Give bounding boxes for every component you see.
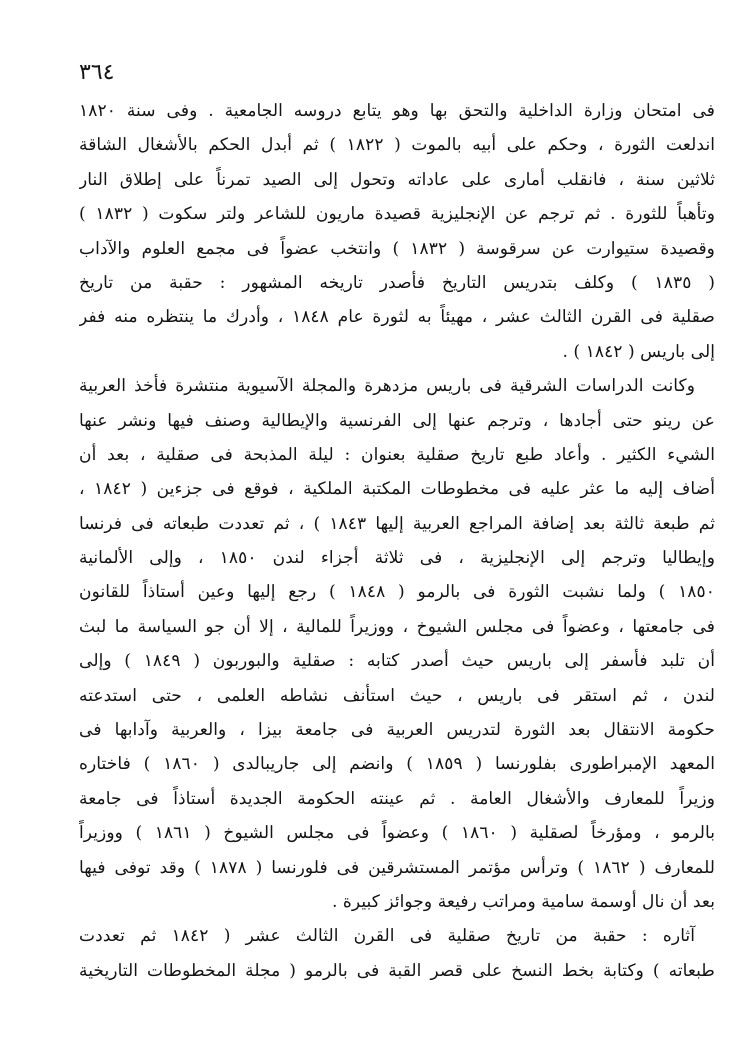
text-line: إلى باريس ( ١٨٤٢ ) . (562, 341, 715, 362)
text-line: اندلعت الثورة ، وحكم على أبيه بالموت ( ١٨٢٢ ) ثم أبدل الحكم بالأشغال الشاقة (79, 135, 715, 156)
text-line: وزيراً للمعارف والأشغال العامة . ثم عينته الحكومة الجديدة أستاذاً فى جامعة (79, 788, 715, 809)
text-line: الشيء الكثير . وأعاد طبع تاريخ صقلية بعنوان : ليلة المذبحة فى صقلية ، بعد أن (79, 444, 715, 465)
text-line: طبعاته ) وكتابة بخط النسخ على قصر القبة فى بالرمو ( مجلة المخطوطات التاريخية (79, 960, 715, 981)
text-line: بالرمو ، ومؤرخاً لصقلية ( ١٨٦٠ ) وعضواً فى مجلس الشيوخ ( ١٨٦١ ) ووزيراً (79, 823, 715, 844)
text-line: عن رينو حتى أجادها ، وترجم عنها إلى الفرنسية والإيطالية وصنف فيها ونشر عنها (79, 410, 715, 431)
text-line: حكومة الانتقال بعد الثورة لتدريس العربية فى جامعة بيزا ، والعربية وآدابها فى (79, 720, 715, 741)
text-line: وكانت الدراسات الشرقية فى باريس مزدهرة والمجلة الآسيوية منتشرة فأخذ العربية (79, 376, 695, 397)
text-line: فى جامعتها ، وعضواً فى مجلس الشيوخ ، ووزيراً للمالية ، إلا أن جو السياسة ما لبث (79, 616, 715, 637)
text-line: وقصيدة ستيوارت عن سرقوسة ( ١٨٣٢ ) وانتخب عضواً فى مجمع العلوم والآداب (79, 238, 715, 259)
text-line: آثاره : حقبة من تاريخ صقلية فى القرن الثالث عشر ( ١٨٤٢ ثم تعددت (79, 926, 695, 947)
text-line: وتأهباً للثورة . ثم ترجم عن الإنجليزية قصيدة ماريون للشاعر ولتر سكوت ( ١٨٣٢ ) (79, 204, 715, 225)
text-line: ١٨٥٠ ) ولما نشبت الثورة فى بالرمو ( ١٨٤٨ ) رجع إليها وعين أستاذاً للقانون (79, 582, 715, 603)
text-line: ثلاثين سنة ، فانقلب أمارى على عاداته وتحول إلى الصيد تمرناً على إطلاق النار (79, 169, 715, 190)
text-line: صقلية فى القرن الثالث عشر ، مهيئاً به لثورة عام ١٨٤٨ ، وأدرك ما ينتظره منه ففر (79, 307, 715, 328)
text-line: أضاف إليه ما عثر عليه فى مخطوطات المكتبة الملكية ، فوقع فى جزءين ( ١٨٤٢ ، (79, 479, 715, 500)
text-line: أن تلبد فأسفر إلى باريس حيث أصدر كتابه : صقلية والبوربون ( ١٨٤٩ ) وإلى (79, 651, 715, 672)
text-line: للمعارف ( ١٨٦٢ ) وترأس مؤتمر المستشرقين فى فلورنسا ( ١٨٧٨ ) وقد توفى فيها (79, 857, 715, 878)
page-number: ٣٦٤ (79, 60, 115, 85)
text-line: لندن ، ثم استقر فى باريس ، حيث استأنف نشاطه العلمى ، حتى استدعته (79, 685, 715, 706)
text-line: ثم طبعة ثالثة بعد إضافة المراجع العربية إليها ١٨٤٣ ) ، ثم تعددت طبعاته فى فرنسا (79, 513, 715, 534)
text-line: ( ١٨٣٥ ) وكلف بتدريس التاريخ فأصدر تاريخه المشهور : حقبة من تاريخ (79, 272, 715, 293)
text-line: فى امتحان وزارة الداخلية والتحق بها وهو يتابع دروسه الجامعية . وفى سنة ١٨٢٠ (79, 101, 715, 121)
body-text (79, 94, 715, 988)
text-line: المعهد الإمبراطورى بفلورنسا ( ١٨٥٩ ) وانضم إلى جاريبالدى ( ١٨٦٠ ) فاختاره (79, 754, 715, 775)
text-line: وإيطاليا وترجم إلى الإنجليزية ، فى ثلاثة أجزاء لندن ١٨٥٠ ، وإلى الألمانية (79, 548, 715, 569)
text-line: بعد أن نال أوسمة سامية ومراتب رفيعة وجوائز كبيرة . (331, 891, 715, 912)
